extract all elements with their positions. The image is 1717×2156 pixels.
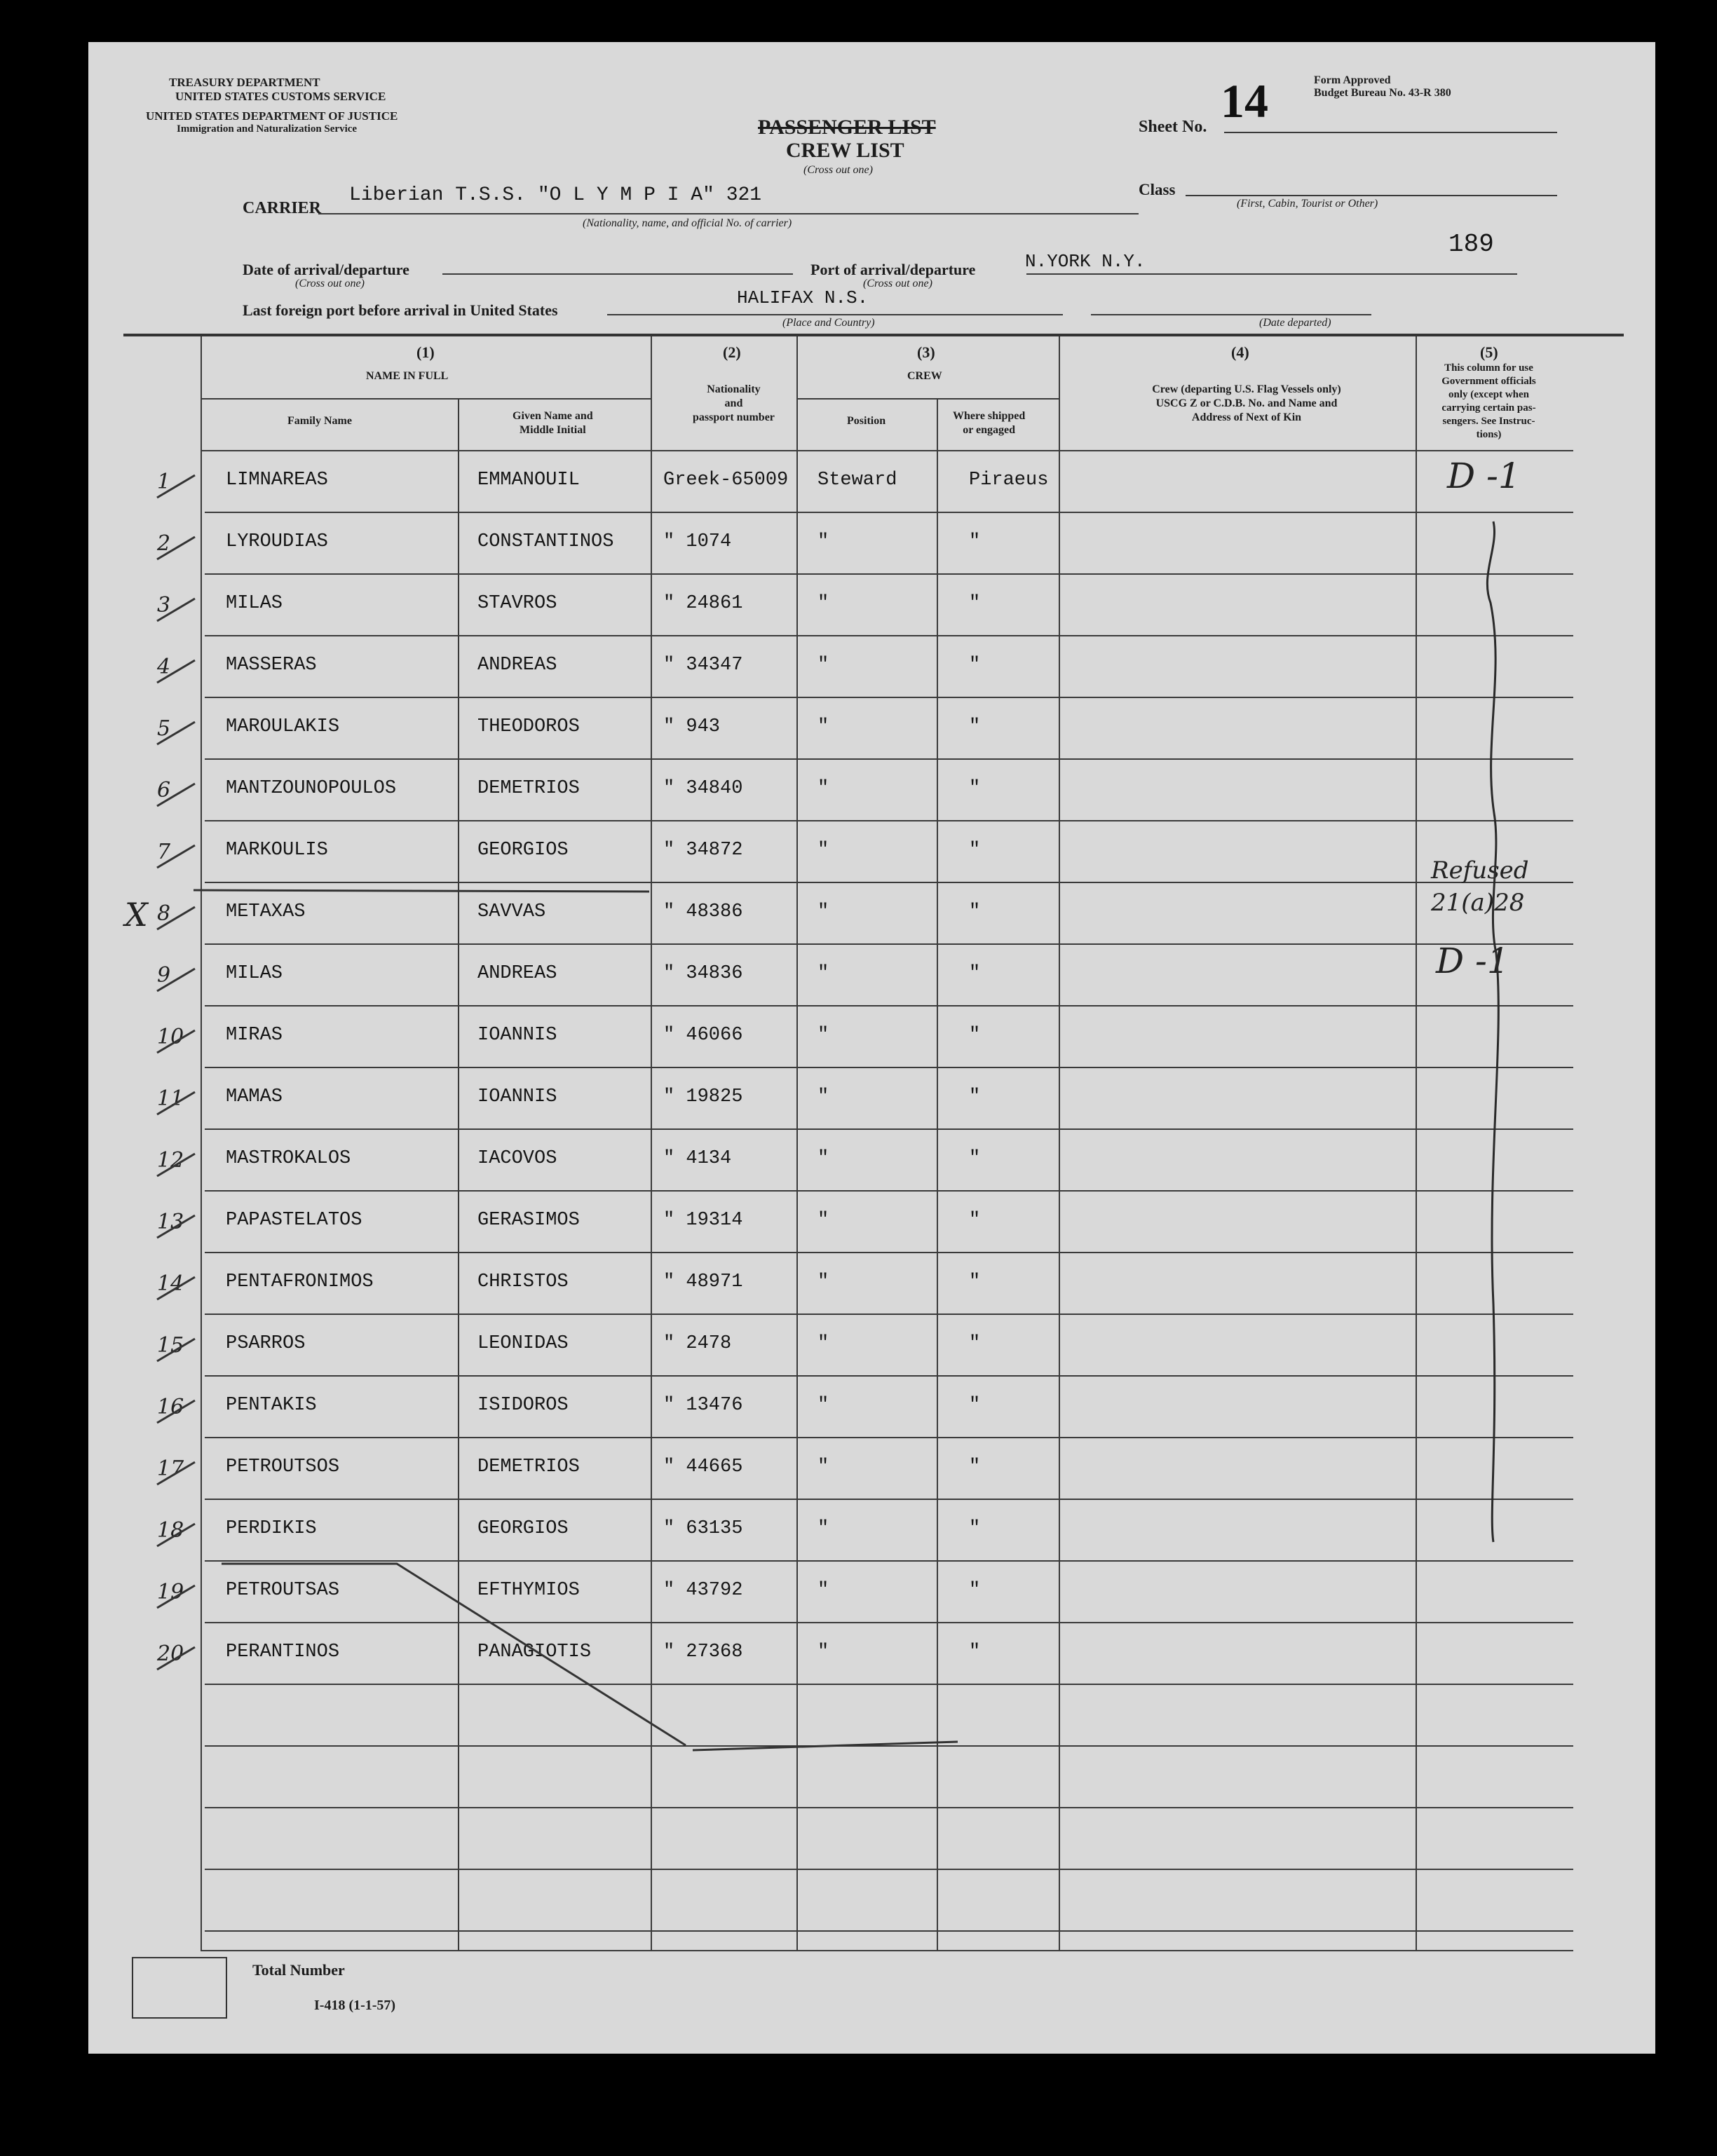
row-number: 2 xyxy=(157,531,171,556)
family-name-cell: MILAS xyxy=(226,593,283,614)
passport-cell: " 19825 xyxy=(663,1086,743,1107)
where-shipped-cell: " xyxy=(969,1271,981,1292)
given-name-cell: CHRISTOS xyxy=(477,1271,569,1292)
family-name-cell: MASSERAS xyxy=(226,655,317,676)
col2-number: (2) xyxy=(723,343,741,361)
sheet-no-label: Sheet No. xyxy=(1139,118,1207,136)
col1-title: NAME IN FULL xyxy=(366,370,449,382)
given-name-cell: SAVVAS xyxy=(477,901,546,922)
given-name-cell: PANAGIOTIS xyxy=(477,1642,592,1663)
where-shipped-cell: " xyxy=(969,1025,981,1046)
handwritten-marks xyxy=(88,42,1655,2054)
sheet-number: 14 xyxy=(1221,74,1268,128)
port-value: N.YORK N.Y. xyxy=(1025,251,1146,272)
where-shipped-cell: " xyxy=(969,901,981,922)
title-crew-list: CREW LIST xyxy=(786,139,904,162)
family-name-cell: PERDIKIS xyxy=(226,1518,317,1539)
family-name-cell: PERANTINOS xyxy=(226,1642,340,1663)
passport-cell: " 13476 xyxy=(663,1395,743,1416)
position-cell: " xyxy=(817,1456,829,1478)
position-cell: " xyxy=(817,1271,829,1292)
family-name-cell: METAXAS xyxy=(226,901,306,922)
family-name-cell: MIRAS xyxy=(226,1025,283,1046)
passport-cell: " 4134 xyxy=(663,1148,732,1169)
carrier-note: (Nationality, name, and official No. of carrier) xyxy=(583,217,792,229)
where-shipped-cell: " xyxy=(969,1333,981,1354)
position-cell: " xyxy=(817,1580,829,1601)
agency-customs: UNITED STATES CUSTOMS SERVICE xyxy=(175,90,386,103)
given-name-cell: THEODOROS xyxy=(477,716,580,737)
row-number: 9 xyxy=(157,963,171,988)
where-shipped-cell: Piraeus xyxy=(969,470,1049,491)
family-name-cell: PETROUTSOS xyxy=(226,1456,340,1478)
given-name-cell: GEORGIOS xyxy=(477,840,569,861)
void-line-2 xyxy=(693,1742,958,1750)
family-name-cell: PENTAKIS xyxy=(226,1395,317,1416)
place-country-note: (Place and Country) xyxy=(782,317,875,329)
annotation-x-mark: X xyxy=(125,896,148,934)
family-name-cell: MASTROKALOS xyxy=(226,1148,351,1169)
where-shipped-cell: " xyxy=(969,778,981,799)
row-number: 17 xyxy=(157,1456,184,1481)
where-shipped-cell: " xyxy=(969,716,981,737)
passport-cell: " 46066 xyxy=(663,1025,743,1046)
position-cell: " xyxy=(817,1210,829,1231)
position-cell: " xyxy=(817,716,829,737)
row-number: 16 xyxy=(157,1395,184,1419)
where-shipped-cell: " xyxy=(969,840,981,861)
date-label: Date of arrival/departure xyxy=(243,261,409,278)
title-cross-out-note: (Cross out one) xyxy=(803,164,873,176)
position-cell: " xyxy=(817,963,829,984)
family-name-cell: PSARROS xyxy=(226,1333,306,1354)
given-name-cell: DEMETRIOS xyxy=(477,778,580,799)
given-name-cell: IOANNIS xyxy=(477,1025,557,1046)
passport-cell: " 2478 xyxy=(663,1333,732,1354)
passport-cell: Greek-65009 xyxy=(663,470,789,491)
bracket-line xyxy=(1487,521,1498,1542)
where-shipped-cell: " xyxy=(969,1518,981,1539)
last-port-value: HALIFAX N.S. xyxy=(737,287,869,308)
given-name-cell: EMMANOUIL xyxy=(477,470,580,491)
where-shipped-cell: " xyxy=(969,1210,981,1231)
col3-number: (3) xyxy=(917,343,935,361)
date-note: (Cross out one) xyxy=(295,278,365,289)
given-name-cell: LEONIDAS xyxy=(477,1333,569,1354)
position-cell: " xyxy=(817,655,829,676)
family-name-cell: MAMAS xyxy=(226,1086,283,1107)
given-name-cell: DEMETRIOS xyxy=(477,1456,580,1478)
where-shipped-cell: " xyxy=(969,531,981,552)
given-name-cell: ANDREAS xyxy=(477,963,557,984)
position-cell: " xyxy=(817,901,829,922)
carrier-value: Liberian T.S.S. "O L Y M P I A" 321 xyxy=(349,184,762,206)
row-number: 8 xyxy=(157,901,171,926)
row-number: 7 xyxy=(157,840,171,864)
row8-strike xyxy=(194,890,649,892)
budget-bureau: Budget Bureau No. 43-R 380 xyxy=(1314,87,1451,99)
class-note: (First, Cabin, Tourist or Other) xyxy=(1237,198,1378,210)
row-number: 1 xyxy=(157,470,171,494)
row-number: 10 xyxy=(157,1025,184,1049)
title-passenger-list: PASSENGER LIST xyxy=(758,116,936,139)
where-shipped-cell: " xyxy=(969,1148,981,1169)
given-name-cell: IOANNIS xyxy=(477,1086,557,1107)
passport-cell: " 48386 xyxy=(663,901,743,922)
row-number: 14 xyxy=(157,1271,184,1296)
position-cell: " xyxy=(817,1333,829,1354)
row-number: 5 xyxy=(157,716,171,741)
where-shipped-cell: " xyxy=(969,1642,981,1663)
position-cell: " xyxy=(817,1395,829,1416)
passport-cell: " 19314 xyxy=(663,1210,743,1231)
family-name-cell: MILAS xyxy=(226,963,283,984)
annotation-d1-top: D -1 xyxy=(1447,456,1521,496)
col5-title: This column for use Government officials only (except when carrying certain pas- sengers. See Instruc- tions) xyxy=(1441,362,1536,440)
col5-number: (5) xyxy=(1480,343,1498,361)
passport-cell: " 24861 xyxy=(663,593,743,614)
class-label: Class xyxy=(1139,181,1176,198)
row-number: 13 xyxy=(157,1210,184,1234)
passport-cell: " 48971 xyxy=(663,1271,743,1292)
row-number: 20 xyxy=(157,1642,184,1666)
col4-number: (4) xyxy=(1231,343,1249,361)
position-cell: " xyxy=(817,1148,829,1169)
annotation-refused-code: 21(a)28 xyxy=(1431,889,1525,917)
where-shipped-cell: " xyxy=(969,1395,981,1416)
form-sheet xyxy=(88,42,1655,2054)
col-position: Position xyxy=(847,415,886,427)
passport-cell: " 43792 xyxy=(663,1580,743,1601)
passport-cell: " 34347 xyxy=(663,655,743,676)
agency-treasury: TREASURY DEPARTMENT xyxy=(169,76,320,89)
given-name-cell: ISIDOROS xyxy=(477,1395,569,1416)
position-cell: " xyxy=(817,1086,829,1107)
row-number: 12 xyxy=(157,1148,184,1173)
passport-cell: " 34872 xyxy=(663,840,743,861)
row-number: 4 xyxy=(157,655,171,679)
where-shipped-cell: " xyxy=(969,655,981,676)
port-note: (Cross out one) xyxy=(863,278,932,289)
given-name-cell: STAVROS xyxy=(477,593,557,614)
where-shipped-cell: " xyxy=(969,1456,981,1478)
agency-immigration: Immigration and Naturalization Service xyxy=(177,123,358,135)
where-shipped-cell: " xyxy=(969,1086,981,1107)
col4-title: Crew (departing U.S. Flag Vessels only) USCG Z or C.D.B. No. and Name and Address of Next of Kin xyxy=(1152,383,1341,423)
passport-cell: " 63135 xyxy=(663,1518,743,1539)
family-name-cell: PENTAFRONIMOS xyxy=(226,1271,374,1292)
position-cell: " xyxy=(817,593,829,614)
annotation-refused: Refused xyxy=(1431,857,1529,885)
passport-cell: " 27368 xyxy=(663,1642,743,1663)
col-family-name: Family Name xyxy=(287,415,352,427)
total-number-label: Total Number xyxy=(252,1961,345,1979)
family-name-cell: PAPASTELATOS xyxy=(226,1210,362,1231)
position-cell: " xyxy=(817,1025,829,1046)
position-cell: " xyxy=(817,840,829,861)
carrier-label: CARRIER xyxy=(243,199,322,217)
family-name-cell: MARKOULIS xyxy=(226,840,328,861)
position-cell: Steward xyxy=(817,470,897,491)
form-code: I-418 (1-1-57) xyxy=(314,1998,396,2013)
row-number: 11 xyxy=(157,1086,184,1111)
col3-title: CREW xyxy=(907,370,942,382)
given-name-cell: GEORGIOS xyxy=(477,1518,569,1539)
passport-cell: " 943 xyxy=(663,716,721,737)
given-name-cell: ANDREAS xyxy=(477,655,557,676)
col-where-shipped: Where shipped or engaged xyxy=(953,410,1026,436)
passport-cell: " 34836 xyxy=(663,963,743,984)
given-name-cell: CONSTANTINOS xyxy=(477,531,614,552)
reference-number: 189 xyxy=(1448,230,1494,259)
position-cell: " xyxy=(817,1518,829,1539)
passport-cell: " 1074 xyxy=(663,531,732,552)
where-shipped-cell: " xyxy=(969,593,981,614)
agency-justice: UNITED STATES DEPARTMENT OF JUSTICE xyxy=(146,109,398,123)
row-number: 18 xyxy=(157,1518,184,1543)
last-port-label: Last foreign port before arrival in United States xyxy=(243,301,558,319)
family-name-cell: LIMNAREAS xyxy=(226,470,328,491)
position-cell: " xyxy=(817,778,829,799)
col2-title: Nationality and passport number xyxy=(693,383,775,423)
row-number: 6 xyxy=(157,778,171,803)
given-name-cell: GERASIMOS xyxy=(477,1210,580,1231)
port-label: Port of arrival/departure xyxy=(810,261,976,278)
position-cell: " xyxy=(817,1642,829,1663)
row-number: 15 xyxy=(157,1333,184,1358)
where-shipped-cell: " xyxy=(969,1580,981,1601)
date-departed-note: (Date departed) xyxy=(1259,317,1331,329)
col1-number: (1) xyxy=(416,343,435,361)
annotation-d1-bottom: D -1 xyxy=(1436,941,1509,981)
col-given-name: Given Name and Middle Initial xyxy=(513,410,593,436)
family-name-cell: LYROUDIAS xyxy=(226,531,328,552)
passport-cell: " 34840 xyxy=(663,778,743,799)
form-approved: Form Approved xyxy=(1314,74,1391,86)
family-name-cell: MANTZOUNOPOULOS xyxy=(226,778,397,799)
void-line xyxy=(222,1564,686,1745)
where-shipped-cell: " xyxy=(969,963,981,984)
passport-cell: " 44665 xyxy=(663,1456,743,1478)
row-number: 3 xyxy=(157,593,171,618)
total-number-box xyxy=(132,1957,227,2019)
row-number: 19 xyxy=(157,1580,184,1604)
family-name-cell: MAROULAKIS xyxy=(226,716,340,737)
given-name-cell: EFTHYMIOS xyxy=(477,1580,580,1601)
given-name-cell: IACOVOS xyxy=(477,1148,557,1169)
position-cell: " xyxy=(817,531,829,552)
family-name-cell: PETROUTSAS xyxy=(226,1580,340,1601)
